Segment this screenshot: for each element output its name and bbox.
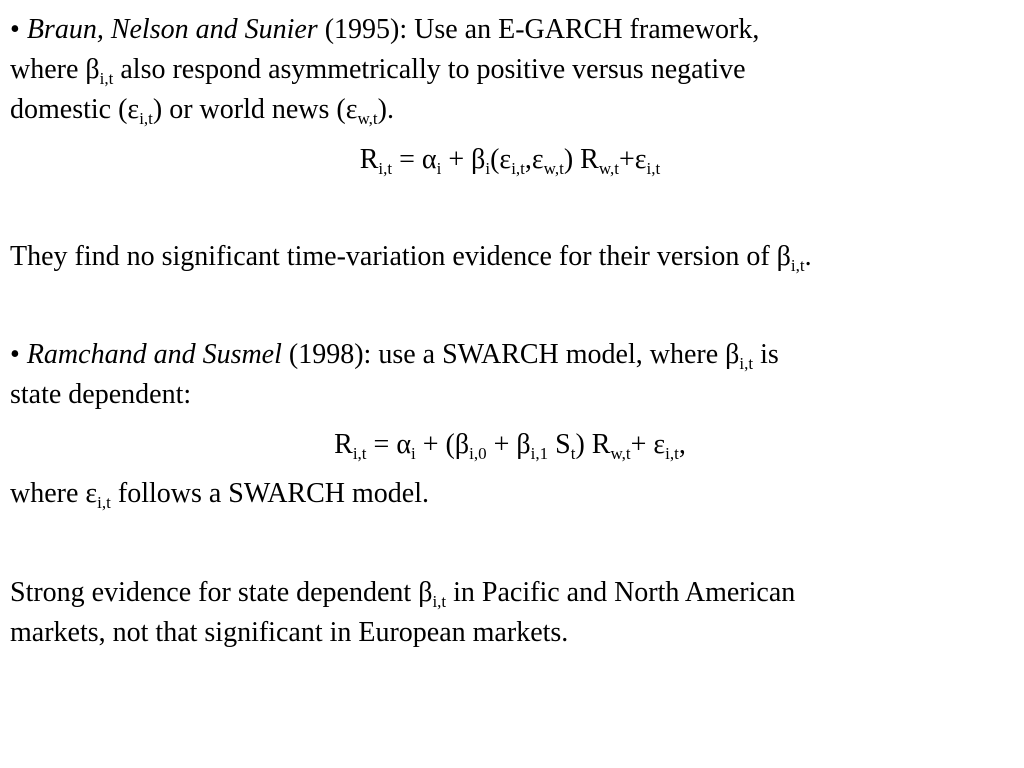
text: + ε [630,429,666,460]
text: where [10,54,86,85]
subscript: i,1 [530,444,549,463]
text: + β [441,144,486,175]
subscript: i,t [665,444,679,463]
text: = α [366,429,411,460]
text: Strong evidence for state dependent β [10,577,433,608]
subscript: w,t [543,159,564,178]
subscript: i,t [139,109,153,128]
equation-line [10,140,1010,180]
text: ,ε [524,144,544,175]
epsilon-symbol: ε [127,94,140,125]
epsilon-symbol: ε [345,94,358,125]
beta-symbol: β [85,54,100,85]
text: + (β [415,429,470,460]
text: is [753,339,779,370]
paragraph-line [10,375,1010,415]
subscript: i,t [646,159,661,178]
subscript: w,t [598,159,619,178]
subscript: i,t [97,493,111,512]
subscript: t [570,444,576,463]
subscript: i,t [739,354,754,373]
subscript: i,t [511,159,525,178]
paragraph-line [10,573,1010,613]
egarch-equation [10,140,1010,180]
subscript: w,t [357,109,378,128]
bullet: • [10,339,20,370]
text: domestic ( [10,94,128,125]
text: state dependent: [10,379,192,410]
findings-paragraph [10,237,1010,277]
paragraph-line [10,10,1010,50]
text: R [334,429,353,460]
subscript: i,t [378,159,393,178]
text: ) R [563,144,599,175]
bullet: • [10,14,20,45]
text: in Pacific and North American [446,577,796,608]
text: They find no significant time-variation evidence for their version of β [10,241,791,272]
conclusion-paragraph [10,573,1010,653]
subscript: i [485,159,491,178]
text: . [804,241,812,272]
swarch-note-paragraph [10,474,1010,514]
text: (ε [490,144,512,175]
braun-nelson-sunier-paragraph [10,10,1010,130]
subscript: i,t [352,444,367,463]
text: ). [377,94,394,125]
text: also respond asymmetrically to positive versus negative [113,54,746,85]
author-names: Braun, Nelson and Sunier [26,14,318,45]
text: S [548,429,571,460]
subscript: i,0 [469,444,487,463]
subscript: i,t [99,69,114,88]
text: (1995): Use an E-GARCH framework, [317,14,760,45]
text: , [678,429,686,460]
ramchand-susmel-paragraph [10,335,1010,415]
text: (1998): use a SWARCH model, where β [281,339,740,370]
paragraph-line [10,237,1010,277]
author-names: Ramchand and Susmel [26,339,282,370]
paragraph-line [10,474,1010,514]
text: ) R [575,429,611,460]
equation-line [10,425,1010,465]
paragraph-line [10,335,1010,375]
subscript: i [436,159,442,178]
paragraph-line [10,90,1010,130]
subscript: i,t [790,256,805,275]
text: +ε [618,144,647,175]
subscript: w,t [610,444,631,463]
text: = α [392,144,437,175]
text: where ε [10,478,98,509]
subscript: i [411,444,416,463]
text: ) or world news ( [152,94,346,125]
swarch-equation [10,425,1010,465]
paragraph-line [10,613,1010,653]
text: follows a SWARCH model. [110,478,429,509]
text: R [359,144,379,175]
text: + β [486,429,531,460]
text: markets, not that significant in European markets. [10,617,569,648]
paragraph-line [10,50,1010,90]
subscript: i,t [432,592,447,611]
